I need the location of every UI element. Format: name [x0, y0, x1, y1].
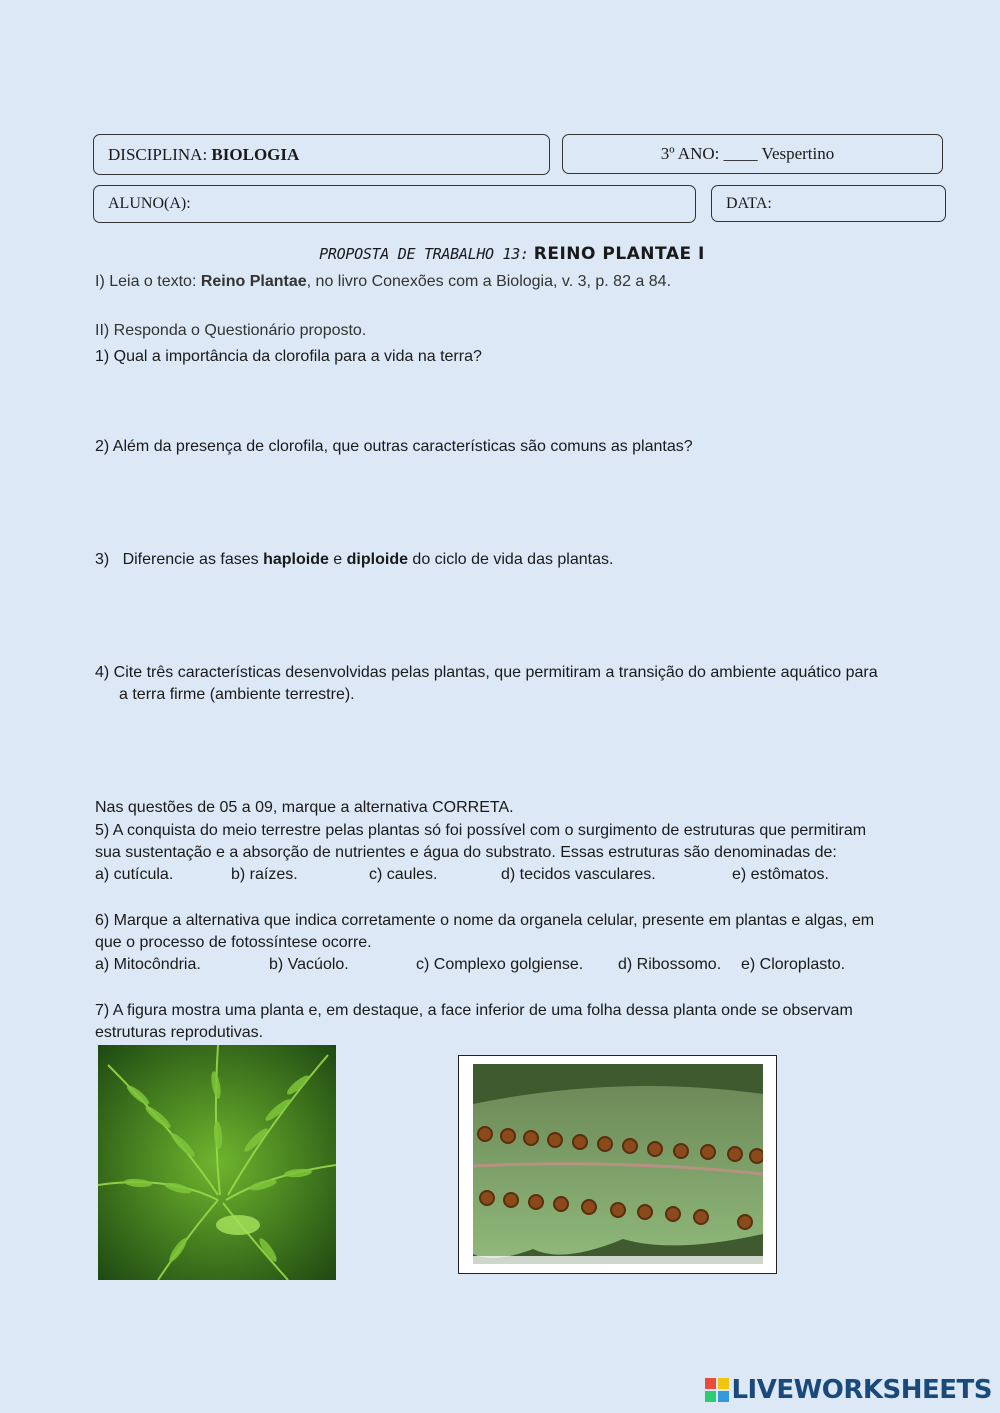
question-2: 2) Além da presença de clorofila, que outras características são comuns as plantas? [95, 438, 693, 455]
q5-option-b[interactable]: b) raízes. [231, 866, 298, 883]
instruction-i-suffix: , no livro Conexões com a Biologia, v. 3, p. 82 a 84. [306, 273, 672, 290]
q6-option-b[interactable]: b) Vacúolo. [269, 956, 349, 973]
instruction-i-bold: Reino Plantae [200, 273, 307, 290]
question-6-line-2: que o processo de fotossíntese ocorre. [95, 934, 372, 951]
liveworksheets-logo-text: LIVEWORKSHEETS [731, 1375, 992, 1405]
title-bold: REINO PLANTAE I [533, 244, 705, 264]
page-title [0, 243, 1000, 264]
aluno-label: ALUNO(A): [108, 195, 191, 212]
ano-box [562, 134, 943, 174]
fern-leaf-sori-image [458, 1055, 777, 1274]
q6-option-a[interactable]: a) Mitocôndria. [95, 956, 201, 973]
mc-intro: Nas questões de 05 a 09, marque a alternativa CORRETA. [95, 799, 514, 816]
q5-option-a[interactable]: a) cutícula. [95, 866, 174, 883]
disciplina-value: BIOLOGIA [211, 144, 300, 164]
disciplina-box [93, 134, 550, 175]
q5-option-e[interactable]: e) estômatos. [732, 866, 829, 883]
q6-option-d[interactable]: d) Ribossomo. [618, 956, 722, 973]
question-1: 1) Qual a importância da clorofila para a vida na terra? [95, 348, 482, 365]
sori-photo [473, 1064, 763, 1264]
question-3-diploide: diploide [346, 551, 408, 568]
q5-option-c[interactable]: c) caules. [369, 866, 438, 883]
title-handwritten: PROPOSTA DE TRABALHO 13: [319, 245, 529, 263]
data-label: DATA: [726, 194, 772, 212]
aluno-box[interactable] [93, 185, 696, 223]
q6-option-c[interactable]: c) Complexo golgiense. [416, 956, 584, 973]
q6-option-e[interactable]: e) Cloroplasto. [741, 956, 846, 973]
fern-plant-image [98, 1045, 336, 1280]
question-3-haploide: haploide [263, 551, 329, 568]
question-4-line-2: a terra firme (ambiente terrestre). [119, 686, 355, 703]
question-6-line-1: 6) Marque a alternativa que indica corretamente o nome da organela celular, presente em plantas e algas, em [95, 912, 875, 929]
instruction-i-prefix: I) Leia o texto: [95, 273, 197, 290]
ano-label: 3º ANO: ____ Vespertino [660, 144, 835, 163]
question-7-line-2: estruturas reprodutivas. [95, 1024, 264, 1041]
question-7-line-1: 7) A figura mostra uma planta e, em destaque, a face inferior de uma folha dessa planta onde se observam [95, 1002, 853, 1019]
liveworksheets-logo [705, 1375, 992, 1405]
instruction-ii: II) Responda o Questionário proposto. [95, 322, 367, 339]
q5-option-d[interactable]: d) tecidos vasculares. [501, 866, 656, 883]
question-3-part-c: e [328, 551, 347, 568]
disciplina-label: DISCIPLINA: [108, 144, 208, 164]
question-5-line-1: 5) A conquista do meio terrestre pelas plantas só foi possível com o surgimento de estruturas que permitiram [95, 822, 867, 839]
question-3-part-a: 3) Diferencie as fases [95, 551, 264, 568]
question-4-line-1: 4) Cite três características desenvolvidas pelas plantas, que permitiram a transição do ambiente aquático para [95, 664, 878, 681]
question-5-line-2: sua sustentação e a absorção de nutrientes e água do substrato. Essas estruturas são denominadas de: [95, 844, 837, 861]
liveworksheets-logo-icon [705, 1378, 729, 1402]
instruction-i [95, 271, 671, 293]
question-3-part-e: do ciclo de vida das plantas. [407, 551, 614, 568]
question-3 [95, 549, 613, 571]
data-box[interactable] [711, 185, 946, 222]
